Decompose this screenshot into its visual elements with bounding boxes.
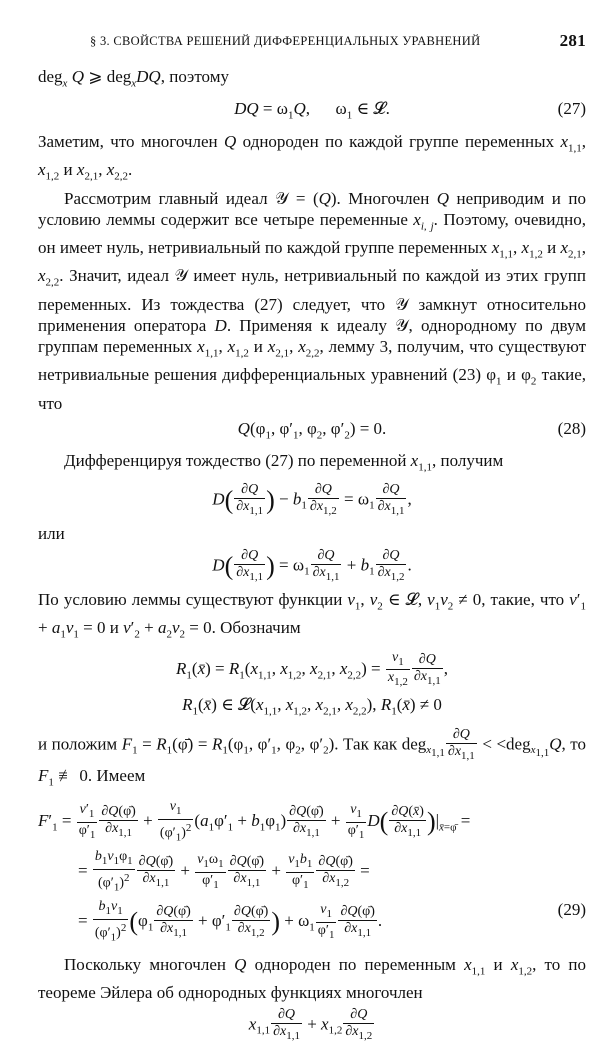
equation-R1: $R_1(x̄) = R_1(x_{1,1}$, $x_{1,2}$, $x_{2,1}$, $x_{2,2}$) = $\frac{v_1}{x_{1,2}}$ $\frac{\partial Q}{\partial x_{1,1}}$ , — [176, 649, 448, 689]
section-title: § 3. СВОЙСТВА РЕШЕНИЙ ДИФФЕРЕНЦИАЛЬНЫХ УРАВНЕНИЙ — [90, 34, 481, 48]
equation-number: (29) — [557, 900, 586, 920]
book-page — [38, 30, 586, 1048]
equation-27: DQ = $\omega_1Q$, $\omega_1$ ∈ 𝓛. (27) — [234, 99, 586, 122]
page-number: 281 — [559, 31, 586, 50]
equation-euler: $x_{1,1}$ $\frac{\partial Q}{\partial x_{1,1}}$ + $x_{1,2}$ $\frac{\partial Q}{\partial x_{1,2}}$ — [248, 1007, 373, 1042]
paragraph: Заметим, что многочлен Q однороден по каждой группе переменных $x_{1,1}$, $x_{1,2}$ и $x_{2,1}$, $x_{2,2}$. — [38, 131, 587, 183]
paragraph: или — [38, 524, 65, 544]
equation-29-line-3: = $\frac{b_1v_1}{(\varphi'_1)^2}$ ($\varphi_1$ $\frac{\partial Q(\varphī)}{\partial x_{1,1}}$ + $\varphi'_1$ $\frac{\partial Q(\varphī)}{\partial x_{1,2}}$ ) + $\omega_1$ $\frac{v_1}{\varphi'_1}$ $\frac{\partial Q(\varphī)}{\partial x_{1,1}}$ . (29) — [78, 899, 586, 944]
paragraph: и положим $F_1$ = $R_1(\varphī) = R_1(\varphi_1$, $\varphi'_1$, $\varphi_2$, $\varphi'_2$). Так как deg$_{x_{1,1}}$ $\frac{\partial Q}{\partial x_{1,1}}$ < <deg$_{x_{1,1}}$Q, то $F_1$ ≢ 0. Имеем — [38, 726, 587, 788]
paragraph: Дифференцируя тождество (27) по переменной $x_{1,1}$, получим — [64, 450, 504, 474]
equation-29-line-1: $F'_1$ = $\frac{v'_1}{\varphi'_1}$ $\frac{\partial Q(\varphī)}{\partial x_{1,1}}$ + $\frac{v_1}{(\varphi'_1)^2}$ $(a_1\varphi'_1 + b_1\varphi_1)$ $\frac{\partial Q(\varphī)}{\partial x_{1,1}}$ + $\frac{v_1}{\varphi'_1}$ D( $\frac{\partial Q(x̄)}{\partial x_{1,1}}$ )$|_{x̄=\varphī}$ = — [38, 798, 471, 844]
equation-derivative-2: D( $\frac{\partial Q}{\partial x_{1,1}}$ ) = $\omega_1$ $\frac{\partial Q}{\partial x_{1,1}}$ + $b_1$ $\frac{\partial Q}{\partial x_{1,2}}$ . — [212, 548, 412, 583]
running-header — [38, 30, 586, 52]
equation-29-line-2: = $\frac{b_1v_1\varphi_1}{(\varphi'_1)^2}$ $\frac{\partial Q(\varphī)}{\partial x_{1,1}}$ + $\frac{v_1\omega_1}{\varphi'_1}$ $\frac{\partial Q(\varphī)}{\partial x_{1,1}}$ + $\frac{v_1b_1}{\varphi'_1}$ $\frac{\partial Q(\varphī)}{\partial x_{1,2}}$ = — [78, 849, 370, 894]
equation-28: $Q(\varphi_1$, $\varphi'_1$, $\varphi_2$, $\varphi'_2) = 0$. (28) — [237, 418, 586, 441]
equation-R1-membership: $R_1(x̄)$ ∈ $𝓛(x_{1,1}$, $x_{1,2}$, $x_{2,1}$, $x_{2,2}$), $R_1(x̄) \ne 0$ — [182, 695, 442, 718]
equation-derivative-1: D( $\frac{\partial Q}{\partial x_{1,1}}$ ) − $b_1$ $\frac{\partial Q}{\partial x_{1,2}}$ = $\omega_1$ $\frac{\partial Q}{\partial x_{1,1}}$ , — [212, 482, 412, 518]
equation-number: (27) — [557, 99, 586, 119]
paragraph: По условию леммы существуют функции $v_1$, $v_2$ ∈ 𝓛, $v_1v_2 \ne 0$, такие, что $v'_1 + a_1v_1 = 0$ и $v'_2 + a_2v_2 = 0$. Обозначим — [38, 589, 586, 641]
paragraph: deg$_x$ Q ⩾ deg$_x$DQ, поэтому — [38, 67, 229, 90]
paragraph: Рассмотрим главный идеал 𝒴 = (Q). Многочлен Q неприводим и по условию леммы содержит все четыре переменные $x_{i, j}$. Поэтому, очевидно, он имеет нуль, нетривиальный по каждой группе переменных $x_{1,1}$, $x_{1,2}$ и $x_{2,1}$, $x_{2,2}$. Значит, идеал 𝒴 имеет нуль, нетривиальный по каждой из этих групп переменных. Из тождества (27) следует, что 𝒴 замкнут относительно применения оператора D. Применяя к идеалу 𝒴, однородному по двум группам переменных $x_{1,1}$, $x_{1,2}$ и $x_{2,1}$, $x_{2,2}$, лемму 3, получим, что существуют нетривиальные решения дифференциальных уравнений (23) $\varphi_1$ и $\varphi_2$ такие, что — [38, 188, 587, 413]
equation-number: (28) — [557, 418, 586, 438]
paragraph: Поскольку многочлен Q однороден по переменным $x_{1,1}$ и $x_{1,2}$, то по теореме Эйлера об однородных функциях многочлен — [38, 954, 586, 1003]
